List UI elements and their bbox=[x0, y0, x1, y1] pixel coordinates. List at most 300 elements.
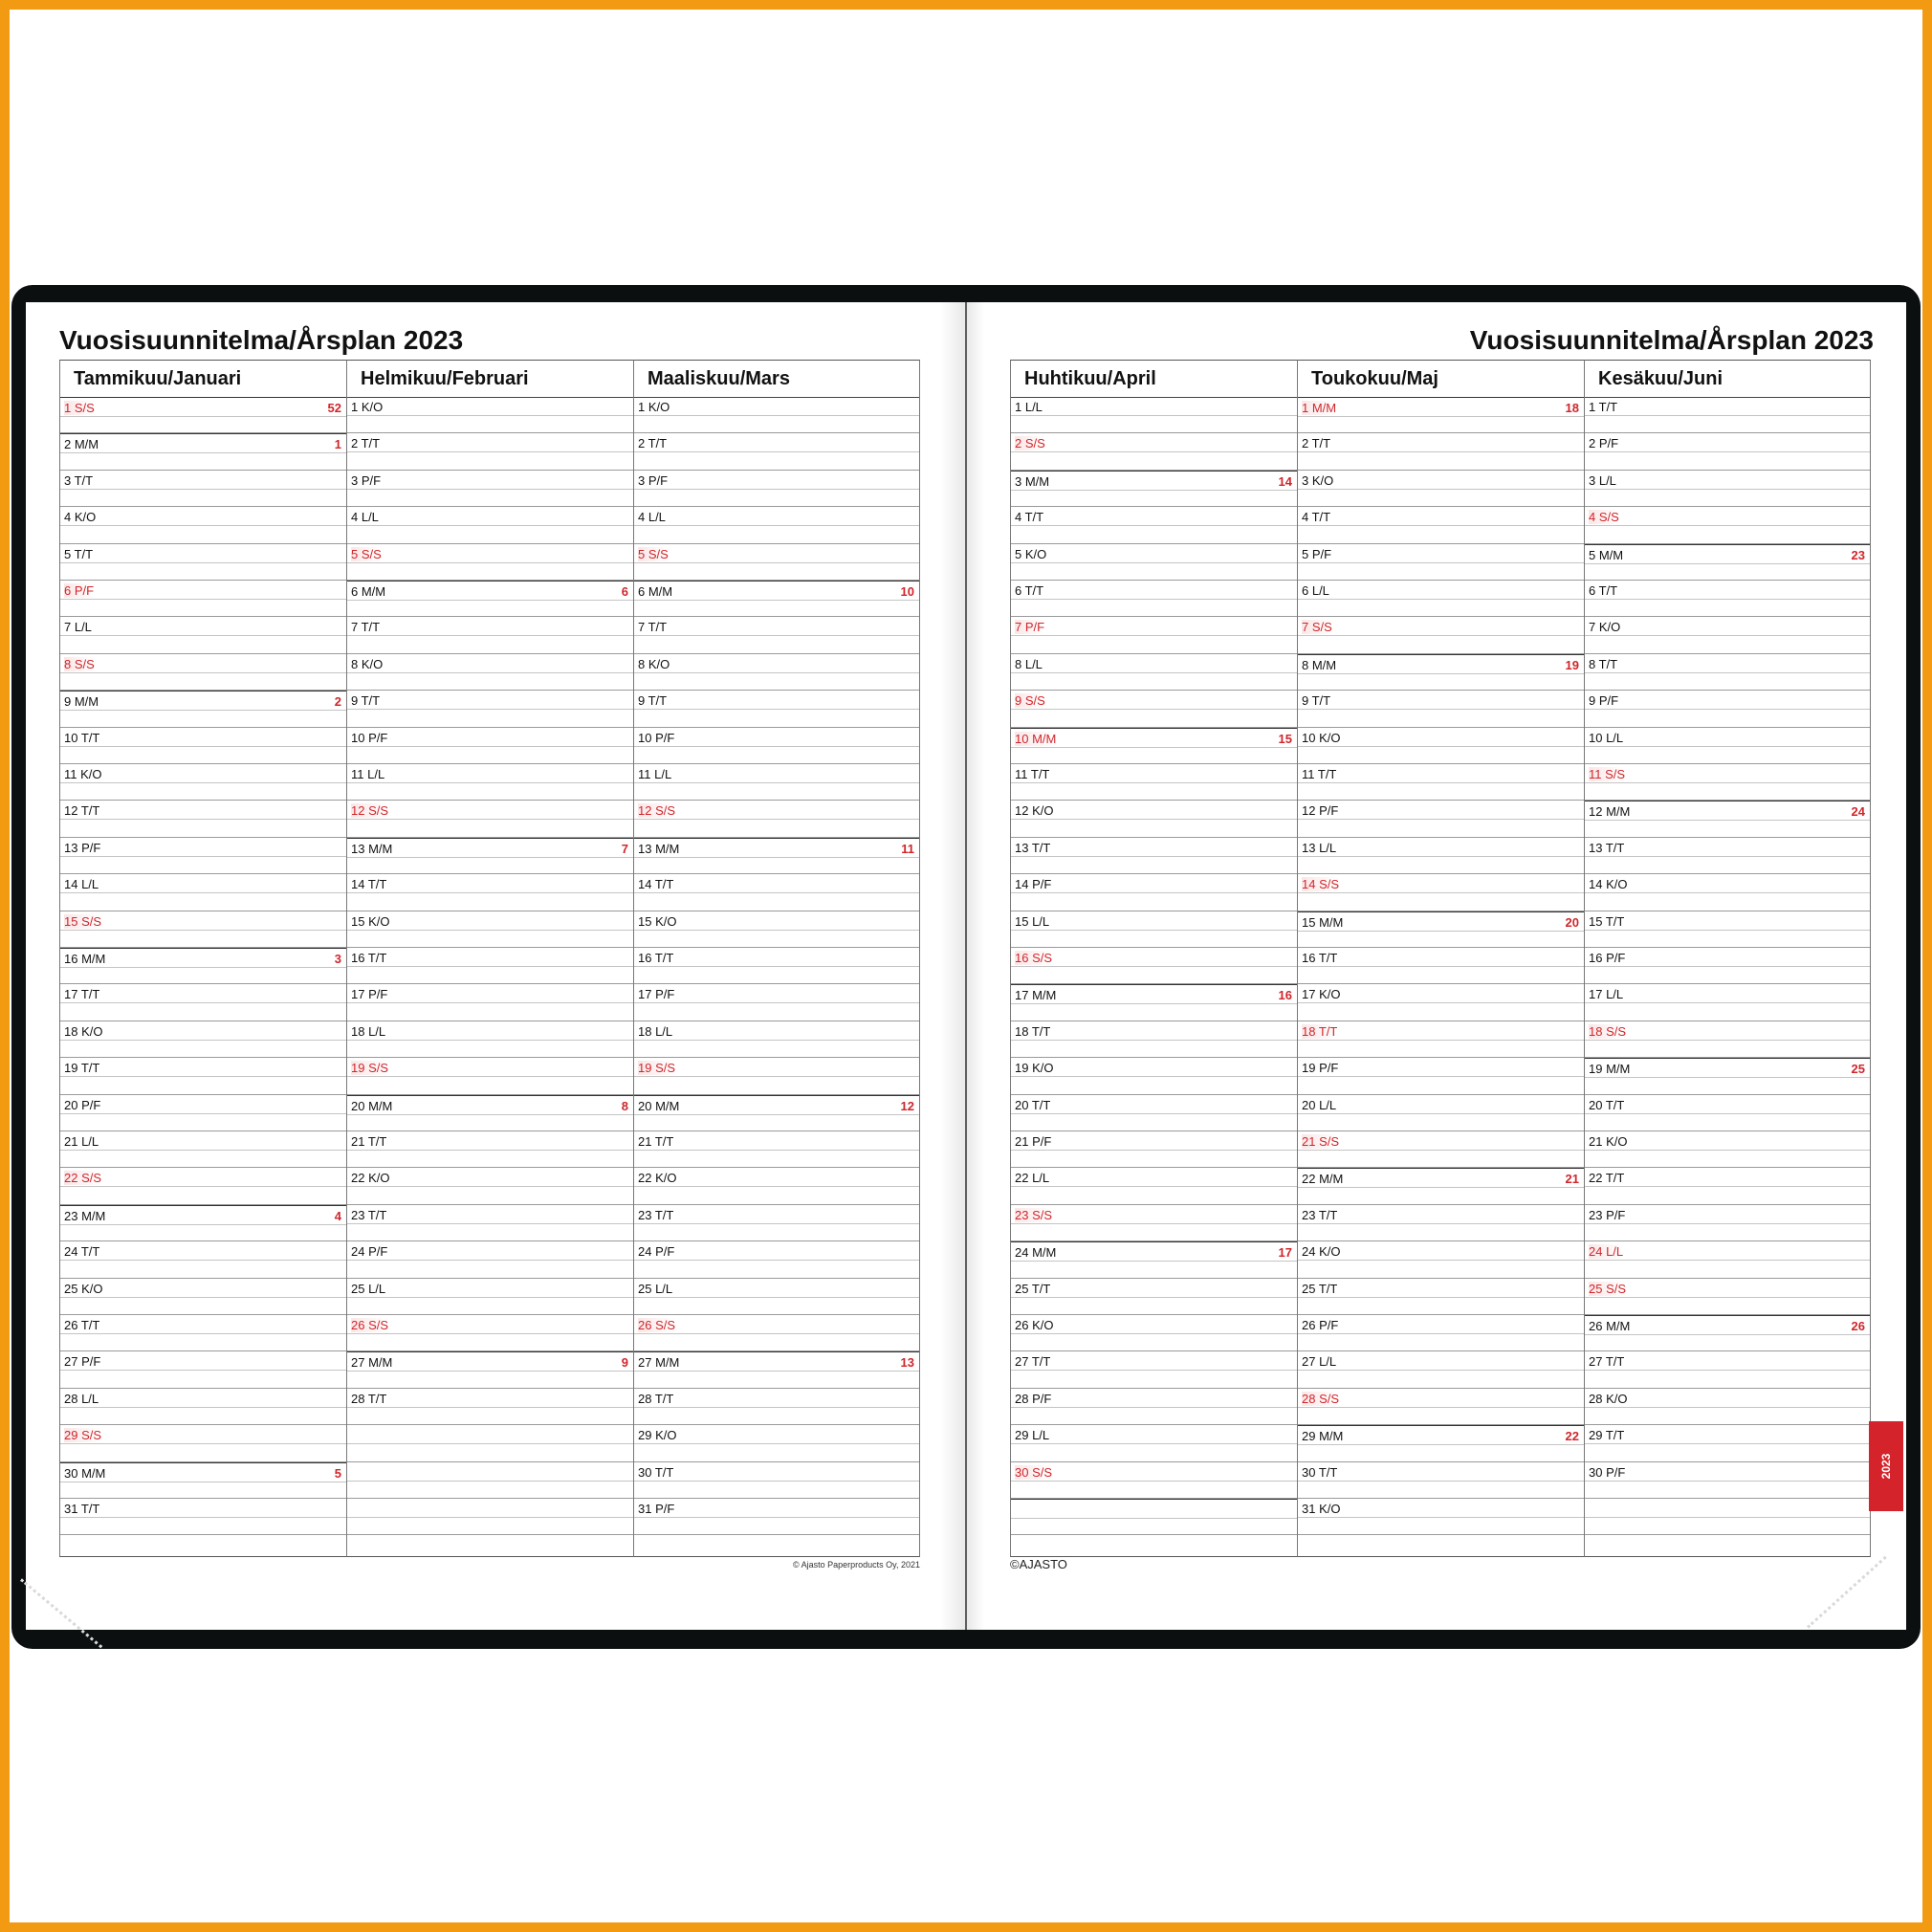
empty-row[interactable] bbox=[347, 1499, 633, 1535]
day-row[interactable] bbox=[1585, 581, 1870, 617]
day-row[interactable] bbox=[347, 1095, 633, 1131]
day-label: 19 P/F bbox=[1302, 1061, 1339, 1076]
day-label: 17 P/F bbox=[351, 987, 388, 1002]
day-row[interactable] bbox=[347, 691, 633, 727]
day-row[interactable] bbox=[634, 984, 919, 1021]
day-row[interactable] bbox=[1011, 544, 1297, 581]
day-row[interactable] bbox=[347, 1205, 633, 1241]
day-row[interactable] bbox=[1011, 1425, 1297, 1461]
week-number: 19 bbox=[1565, 657, 1579, 672]
day-label: 26 K/O bbox=[1015, 1318, 1054, 1332]
day-row[interactable] bbox=[1585, 654, 1870, 691]
week-number: 9 bbox=[621, 1355, 628, 1371]
day-label: 3 P/F bbox=[351, 472, 382, 488]
day-row[interactable] bbox=[634, 471, 919, 507]
day-row[interactable] bbox=[1585, 1131, 1870, 1168]
day-row[interactable] bbox=[1298, 1241, 1584, 1278]
day-row[interactable] bbox=[60, 1499, 346, 1535]
month-header bbox=[60, 361, 346, 398]
month-name: Maaliskuu/Mars bbox=[648, 368, 790, 389]
day-label: 19 K/O bbox=[1015, 1061, 1054, 1076]
day-row[interactable] bbox=[634, 1131, 919, 1168]
day-label: 27 M/M bbox=[351, 1355, 393, 1371]
day-label: 12 M/M bbox=[1589, 804, 1631, 820]
day-label: 1 T/T bbox=[1589, 400, 1618, 414]
month-header bbox=[1298, 361, 1584, 398]
day-row[interactable] bbox=[60, 911, 346, 948]
day-label: 18 S/S bbox=[1589, 1023, 1627, 1039]
day-row[interactable] bbox=[1298, 838, 1584, 874]
day-row[interactable] bbox=[60, 948, 346, 984]
day-row[interactable] bbox=[1298, 433, 1584, 470]
day-label: 31 K/O bbox=[1302, 1502, 1341, 1516]
day-label: 5 S/S bbox=[638, 546, 669, 561]
day-row[interactable] bbox=[60, 581, 346, 617]
day-row[interactable] bbox=[1298, 691, 1584, 727]
month-column bbox=[1010, 360, 1297, 1557]
day-row[interactable] bbox=[1585, 1389, 1870, 1425]
day-row[interactable] bbox=[60, 1058, 346, 1094]
day-label: 27 T/T bbox=[1589, 1354, 1625, 1370]
day-label: 2 S/S bbox=[1015, 436, 1045, 451]
day-row[interactable] bbox=[1298, 728, 1584, 764]
day-row[interactable] bbox=[1298, 1351, 1584, 1388]
month-header bbox=[634, 361, 919, 398]
day-label: 23 M/M bbox=[64, 1208, 106, 1223]
week-number: 25 bbox=[1851, 1062, 1865, 1077]
day-label: 8 M/M bbox=[1302, 657, 1337, 672]
day-label: 13 T/T bbox=[1589, 840, 1625, 855]
day-row[interactable] bbox=[1298, 1168, 1584, 1204]
day-row[interactable] bbox=[1585, 1315, 1870, 1351]
day-label: 13 P/F bbox=[64, 840, 101, 855]
day-row[interactable] bbox=[60, 397, 346, 433]
day-row[interactable] bbox=[634, 1058, 919, 1094]
day-row[interactable] bbox=[1585, 507, 1870, 543]
day-row[interactable] bbox=[60, 874, 346, 911]
day-label: 10 L/L bbox=[1589, 730, 1624, 745]
day-row[interactable] bbox=[1011, 1241, 1297, 1278]
day-row[interactable] bbox=[1011, 581, 1297, 617]
day-row[interactable] bbox=[634, 1241, 919, 1278]
day-label: 25 L/L bbox=[638, 1281, 673, 1296]
week-number: 2 bbox=[334, 694, 341, 710]
day-row[interactable] bbox=[1011, 1279, 1297, 1315]
day-row[interactable] bbox=[1011, 984, 1297, 1021]
day-label: 26 T/T bbox=[64, 1318, 100, 1332]
day-row[interactable] bbox=[60, 728, 346, 764]
day-row[interactable] bbox=[1585, 764, 1870, 801]
day-label: 30 T/T bbox=[638, 1464, 674, 1480]
day-row[interactable] bbox=[347, 764, 633, 801]
day-row[interactable] bbox=[1011, 654, 1297, 691]
day-label: 8 K/O bbox=[351, 656, 384, 671]
day-row[interactable] bbox=[1011, 1131, 1297, 1168]
day-label: 24 P/F bbox=[351, 1244, 388, 1260]
day-row[interactable] bbox=[1298, 948, 1584, 984]
day-label: 11 T/T bbox=[1015, 767, 1050, 781]
day-row[interactable] bbox=[60, 1462, 346, 1499]
day-label: 21 S/S bbox=[1302, 1134, 1340, 1149]
day-row[interactable] bbox=[60, 1131, 346, 1168]
day-label: 7 T/T bbox=[638, 620, 668, 635]
day-row[interactable] bbox=[347, 874, 633, 911]
day-row[interactable] bbox=[1585, 617, 1870, 653]
empty-row[interactable] bbox=[1011, 1499, 1297, 1535]
week-number: 18 bbox=[1565, 401, 1579, 415]
day-row[interactable] bbox=[1585, 397, 1870, 433]
empty-row[interactable] bbox=[347, 1425, 633, 1461]
day-row[interactable] bbox=[634, 764, 919, 801]
empty-row[interactable] bbox=[347, 1462, 633, 1499]
day-row[interactable] bbox=[1011, 728, 1297, 764]
day-row[interactable] bbox=[1298, 1389, 1584, 1425]
day-row[interactable] bbox=[1298, 1425, 1584, 1461]
day-row[interactable] bbox=[1298, 1499, 1584, 1535]
day-label: 18 T/T bbox=[1015, 1023, 1051, 1039]
day-row[interactable] bbox=[1011, 1095, 1297, 1131]
day-row[interactable] bbox=[634, 1205, 919, 1241]
day-row[interactable] bbox=[1011, 838, 1297, 874]
day-row[interactable] bbox=[1011, 1168, 1297, 1204]
day-label: 1 M/M bbox=[1302, 401, 1337, 415]
day-row[interactable] bbox=[1585, 838, 1870, 874]
day-row[interactable] bbox=[1298, 1315, 1584, 1351]
day-row[interactable] bbox=[634, 728, 919, 764]
day-label: 2 P/F bbox=[1589, 436, 1619, 451]
day-row[interactable] bbox=[634, 544, 919, 581]
day-row[interactable] bbox=[1011, 617, 1297, 653]
day-row[interactable] bbox=[347, 728, 633, 764]
day-row[interactable] bbox=[1011, 1058, 1297, 1094]
day-row[interactable] bbox=[634, 1095, 919, 1131]
day-row[interactable] bbox=[347, 1058, 633, 1094]
day-row[interactable] bbox=[347, 397, 633, 433]
day-row[interactable] bbox=[1585, 801, 1870, 837]
year-tab-label: 2023 bbox=[1879, 1453, 1893, 1480]
day-row[interactable] bbox=[1011, 1351, 1297, 1388]
day-row[interactable] bbox=[634, 874, 919, 911]
page-title: Vuosisuunnitelma/Årsplan 2023 bbox=[59, 325, 464, 355]
day-label: 13 M/M bbox=[638, 841, 680, 856]
day-row[interactable] bbox=[1585, 874, 1870, 911]
day-row[interactable] bbox=[634, 1462, 919, 1499]
day-label: 29 L/L bbox=[1015, 1428, 1050, 1443]
day-label: 10 P/F bbox=[351, 730, 388, 745]
day-row[interactable] bbox=[347, 471, 633, 507]
day-label: 22 L/L bbox=[1015, 1171, 1050, 1186]
day-row[interactable] bbox=[60, 471, 346, 507]
day-row[interactable] bbox=[60, 1168, 346, 1204]
day-label: 17 T/T bbox=[64, 987, 100, 1002]
day-label: 21 T/T bbox=[351, 1134, 387, 1149]
day-row[interactable] bbox=[1585, 1462, 1870, 1499]
day-row[interactable] bbox=[1585, 471, 1870, 507]
day-row[interactable] bbox=[1011, 1315, 1297, 1351]
day-label: 2 T/T bbox=[1302, 436, 1331, 451]
day-label: 5 M/M bbox=[1589, 547, 1624, 562]
day-row[interactable] bbox=[1585, 1021, 1870, 1058]
day-row[interactable] bbox=[634, 581, 919, 617]
day-row[interactable] bbox=[60, 544, 346, 581]
day-row[interactable] bbox=[1585, 544, 1870, 581]
day-row[interactable] bbox=[347, 1351, 633, 1388]
day-row[interactable] bbox=[60, 507, 346, 543]
day-row[interactable] bbox=[634, 617, 919, 653]
day-row[interactable] bbox=[634, 1425, 919, 1461]
day-row[interactable] bbox=[1585, 984, 1870, 1021]
day-label: 19 T/T bbox=[64, 1061, 100, 1076]
day-row[interactable] bbox=[634, 1351, 919, 1388]
day-label: 16 P/F bbox=[1589, 951, 1626, 965]
month-header bbox=[1011, 361, 1297, 398]
day-label: 21 P/F bbox=[1015, 1134, 1052, 1149]
day-row[interactable] bbox=[634, 691, 919, 727]
month-column bbox=[1584, 360, 1871, 1557]
day-row[interactable] bbox=[1298, 1462, 1584, 1499]
day-row[interactable] bbox=[347, 1315, 633, 1351]
day-label: 20 M/M bbox=[638, 1098, 680, 1113]
day-row[interactable] bbox=[60, 1351, 346, 1388]
day-row[interactable] bbox=[1011, 1462, 1297, 1499]
day-label: 17 M/M bbox=[1015, 988, 1057, 1003]
day-label: 23 S/S bbox=[1015, 1207, 1053, 1222]
day-label: 29 K/O bbox=[638, 1428, 677, 1443]
month-name: Kesäkuu/Juni bbox=[1598, 368, 1723, 389]
day-row[interactable] bbox=[1011, 471, 1297, 507]
day-row[interactable] bbox=[1011, 691, 1297, 727]
day-row[interactable] bbox=[634, 1499, 919, 1535]
day-row[interactable] bbox=[1585, 1205, 1870, 1241]
day-row[interactable] bbox=[634, 433, 919, 470]
day-row[interactable] bbox=[1011, 507, 1297, 543]
day-row[interactable] bbox=[1298, 1205, 1584, 1241]
day-row[interactable] bbox=[1585, 728, 1870, 764]
day-row[interactable] bbox=[60, 691, 346, 727]
day-row[interactable] bbox=[1011, 948, 1297, 984]
day-row[interactable] bbox=[1011, 397, 1297, 433]
day-row[interactable] bbox=[347, 1389, 633, 1425]
day-row[interactable] bbox=[60, 654, 346, 691]
day-row[interactable] bbox=[347, 984, 633, 1021]
day-label: 28 P/F bbox=[1015, 1391, 1052, 1406]
day-row[interactable] bbox=[1298, 1279, 1584, 1315]
day-row[interactable] bbox=[347, 1131, 633, 1168]
day-label: 21 T/T bbox=[638, 1134, 674, 1149]
day-label: 19 S/S bbox=[351, 1061, 389, 1076]
day-row[interactable] bbox=[1585, 948, 1870, 984]
day-label: 30 T/T bbox=[1302, 1464, 1338, 1480]
day-label: 4 L/L bbox=[638, 510, 666, 525]
day-row[interactable] bbox=[60, 1425, 346, 1461]
day-row[interactable] bbox=[60, 433, 346, 470]
week-number: 17 bbox=[1278, 1245, 1292, 1261]
day-row[interactable] bbox=[60, 838, 346, 874]
day-row[interactable] bbox=[1011, 911, 1297, 948]
day-row[interactable] bbox=[347, 1241, 633, 1278]
day-label: 16 T/T bbox=[1302, 951, 1338, 965]
day-row[interactable] bbox=[347, 617, 633, 653]
day-label: 4 L/L bbox=[351, 510, 379, 525]
day-row[interactable] bbox=[1011, 433, 1297, 470]
day-row[interactable] bbox=[1585, 433, 1870, 470]
day-row[interactable] bbox=[60, 1315, 346, 1351]
day-row[interactable] bbox=[1298, 654, 1584, 691]
day-label: 18 K/O bbox=[64, 1023, 103, 1039]
day-row[interactable] bbox=[347, 1168, 633, 1204]
day-row[interactable] bbox=[347, 838, 633, 874]
day-row[interactable] bbox=[1011, 764, 1297, 801]
day-label: 9 T/T bbox=[1302, 693, 1331, 709]
day-row[interactable] bbox=[60, 1241, 346, 1278]
day-row[interactable] bbox=[1585, 1168, 1870, 1204]
day-label: 8 K/O bbox=[638, 656, 670, 671]
week-number: 52 bbox=[327, 401, 341, 415]
day-row[interactable] bbox=[634, 507, 919, 543]
day-row[interactable] bbox=[347, 544, 633, 581]
day-row[interactable] bbox=[1585, 911, 1870, 948]
day-row[interactable] bbox=[347, 581, 633, 617]
day-row[interactable] bbox=[634, 838, 919, 874]
day-row[interactable] bbox=[1011, 1205, 1297, 1241]
day-row[interactable] bbox=[347, 1021, 633, 1058]
day-row[interactable] bbox=[1011, 801, 1297, 837]
day-row[interactable] bbox=[634, 1389, 919, 1425]
day-row[interactable] bbox=[1585, 1058, 1870, 1094]
day-row[interactable] bbox=[347, 433, 633, 470]
day-label: 14 L/L bbox=[64, 877, 99, 892]
day-row[interactable] bbox=[634, 1279, 919, 1315]
day-row[interactable] bbox=[60, 1205, 346, 1241]
day-row[interactable] bbox=[60, 617, 346, 653]
brand-footer: ©AJASTO bbox=[1010, 1557, 1067, 1571]
day-row[interactable] bbox=[1298, 544, 1584, 581]
day-label: 24 T/T bbox=[64, 1244, 100, 1260]
day-label: 24 K/O bbox=[1302, 1244, 1341, 1260]
day-label: 3 K/O bbox=[1302, 472, 1334, 488]
day-label: 13 T/T bbox=[1015, 840, 1051, 855]
day-row[interactable] bbox=[347, 507, 633, 543]
day-label: 11 L/L bbox=[638, 767, 672, 781]
empty-row[interactable] bbox=[1585, 1499, 1870, 1535]
year-tab[interactable] bbox=[1869, 1421, 1903, 1511]
day-row[interactable] bbox=[60, 984, 346, 1021]
day-row[interactable] bbox=[1298, 764, 1584, 801]
month-column bbox=[1297, 360, 1584, 1557]
month-grid bbox=[1010, 360, 1871, 1557]
day-row[interactable] bbox=[1298, 911, 1584, 948]
day-label: 6 M/M bbox=[638, 584, 673, 599]
day-label: 7 P/F bbox=[1015, 620, 1045, 635]
day-label: 16 M/M bbox=[64, 952, 106, 966]
day-row[interactable] bbox=[634, 1315, 919, 1351]
month-header bbox=[347, 361, 633, 398]
day-row[interactable] bbox=[1298, 397, 1584, 433]
day-label: 14 T/T bbox=[638, 877, 674, 892]
day-row[interactable] bbox=[1298, 801, 1584, 837]
day-row[interactable] bbox=[1585, 1241, 1870, 1278]
day-label: 5 T/T bbox=[64, 546, 94, 561]
day-label: 20 P/F bbox=[64, 1097, 101, 1112]
day-label: 17 P/F bbox=[638, 987, 675, 1002]
day-label: 26 S/S bbox=[638, 1318, 676, 1332]
day-row[interactable] bbox=[1585, 1425, 1870, 1461]
page-gutter-shadow bbox=[967, 302, 984, 1630]
day-row[interactable] bbox=[1298, 1131, 1584, 1168]
day-label: 15 K/O bbox=[638, 913, 677, 929]
day-row[interactable] bbox=[1585, 1351, 1870, 1388]
day-label: 3 T/T bbox=[64, 472, 94, 488]
day-label: 5 P/F bbox=[1302, 546, 1332, 561]
day-row[interactable] bbox=[634, 1021, 919, 1058]
week-number: 1 bbox=[334, 437, 341, 452]
day-row[interactable] bbox=[1298, 1095, 1584, 1131]
day-row[interactable] bbox=[60, 764, 346, 801]
day-row[interactable] bbox=[1011, 1021, 1297, 1058]
day-row[interactable] bbox=[60, 801, 346, 837]
month-name: Toukokuu/Maj bbox=[1311, 368, 1438, 389]
day-label: 7 T/T bbox=[351, 620, 381, 635]
day-row[interactable] bbox=[634, 948, 919, 984]
day-label: 29 M/M bbox=[1302, 1429, 1344, 1444]
day-label: 13 L/L bbox=[1302, 840, 1337, 855]
day-label: 27 M/M bbox=[638, 1355, 680, 1371]
day-row[interactable] bbox=[60, 1095, 346, 1131]
day-row[interactable] bbox=[1298, 471, 1584, 507]
day-row[interactable] bbox=[1298, 581, 1584, 617]
day-row[interactable] bbox=[1298, 874, 1584, 911]
day-row[interactable] bbox=[60, 1279, 346, 1315]
day-row[interactable] bbox=[1011, 1389, 1297, 1425]
day-row[interactable] bbox=[60, 1389, 346, 1425]
day-row[interactable] bbox=[634, 911, 919, 948]
day-label: 14 S/S bbox=[1302, 877, 1340, 892]
day-row[interactable] bbox=[1585, 1095, 1870, 1131]
day-label: 12 S/S bbox=[638, 803, 676, 819]
week-number: 24 bbox=[1851, 804, 1865, 820]
day-label: 2 T/T bbox=[351, 436, 381, 451]
day-row[interactable] bbox=[634, 654, 919, 691]
day-row[interactable] bbox=[1298, 984, 1584, 1021]
day-row[interactable] bbox=[347, 654, 633, 691]
day-label: 24 P/F bbox=[638, 1244, 675, 1260]
day-label: 24 M/M bbox=[1015, 1245, 1057, 1261]
day-row[interactable] bbox=[634, 1168, 919, 1204]
day-row[interactable] bbox=[1298, 507, 1584, 543]
day-row[interactable] bbox=[1585, 1279, 1870, 1315]
day-row[interactable] bbox=[1011, 874, 1297, 911]
day-row[interactable] bbox=[634, 397, 919, 433]
day-row[interactable] bbox=[347, 911, 633, 948]
day-row[interactable] bbox=[60, 1021, 346, 1058]
day-row[interactable] bbox=[347, 1279, 633, 1315]
day-label: 4 T/T bbox=[1302, 510, 1331, 525]
day-row[interactable] bbox=[634, 801, 919, 837]
day-label: 22 K/O bbox=[638, 1171, 677, 1186]
day-row[interactable] bbox=[1298, 1021, 1584, 1058]
day-label: 23 P/F bbox=[1589, 1207, 1626, 1222]
day-row[interactable] bbox=[1298, 617, 1584, 653]
day-row[interactable] bbox=[347, 801, 633, 837]
day-row[interactable] bbox=[1298, 1058, 1584, 1094]
day-label: 30 S/S bbox=[1015, 1464, 1053, 1480]
day-label: 20 M/M bbox=[351, 1098, 393, 1113]
day-row[interactable] bbox=[347, 948, 633, 984]
day-label: 9 P/F bbox=[1589, 693, 1619, 709]
day-row[interactable] bbox=[1585, 691, 1870, 727]
month-column bbox=[346, 360, 633, 1557]
week-number: 15 bbox=[1278, 731, 1292, 746]
